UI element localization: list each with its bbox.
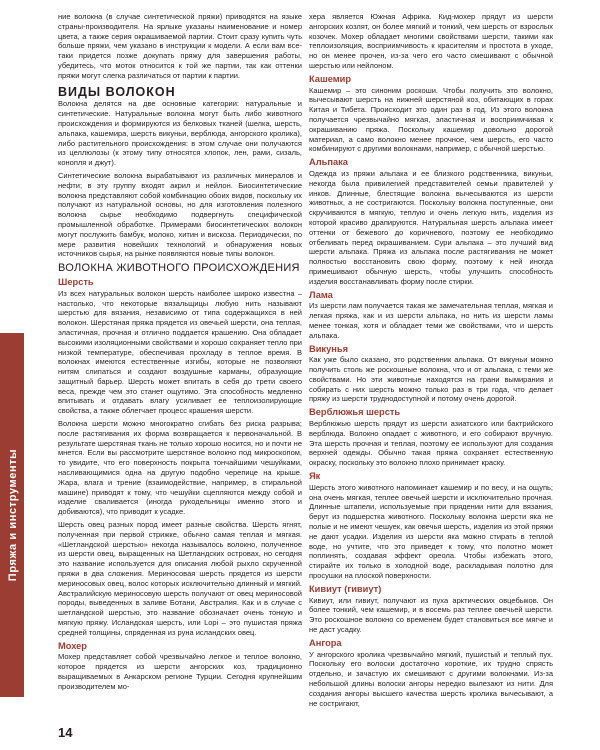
wool-paragraph-3: Шерсть овец разных пород имеет разные свойства. Шерсть ягнят, полученная при первой стрижке, обычно самая теплая и мягкая. «Шетландской шерстью» некогда называлось волокно, полученное из шерсти овец, выращенных на Шетландских островах, но сегодня это название используется для описания любой рыхло скрученной пряжи в два сложения. Мериносовая шерсть прядется из шерсти мериносовых овец, волос которых исключительно длинный и мягкий. Австралийскую мериносовую шерсть получают от овец мериносовой породы, выведенных в заливе Ботани, Австралия. Как и в случае с шетландской шерстью, это название обозначает очень тонкую и мягкую пряжу. Исландская шерсть, или Lopi – это пушистая пряжа средней толщины, спряденная из руна исландских овец. [58,520,302,637]
wool-paragraph-2: Волокна шерсти можно многократно сгибать без риска разрыва; после растягивания их форма возвращается к первоначальной. В результате шерстяная ткань не только хорошо носится, но и почти не мнется. Если вы рассмотрите шерстяное волокно под микроскопом, то увидите, что его поверхность покрыта тончайшими чешуйками, насливающимися одна на другую подобно черепице на крыше. Жара, влага и трение (взаимодействие, например, в стиральной машине) приводят к тому, что чешуйки сцепляются между собой и изделие сваливается (иногда рукодельницы именно этого и добиваются), что приводит к усадке. [58,419,302,517]
animal-fibers-heading: ВОЛОКНА ЖИВОТНОГО ПРОИСХОЖДЕНИЯ [58,262,300,275]
fiber-types-heading: ВИДЫ ВОЛОКОН [58,84,176,99]
mohair-paragraph: Мохер представляет собой чрезвычайно легкое и теплое волокно, которое прядется из шерсти ангорских коз, традиционно выращиваемых в Анкарском регионе Турции. Сегодня крупнейшим производителем мо- [58,652,302,691]
cashmere-paragraph: Кашемир – это синоним роскоши. Чтобы получить это волокно, вычесывают шерсть на нижней шерстяной коз, обитающих в горах Китая и Тибета. Происходит это один раз в год. Из этого волокна получается чрезвычайно мягкая, эластичная и восприимчивая к окрашиванию пряжа. Поскольку кашемир довольно дорогой материал, а само волокно менее прочное, чем шерсть, его часто комбинируют с другими волокнами, например, с обычной шерстью. [309,85,553,154]
page-number: 14 [58,725,73,740]
qiviut-heading: Кивиут (гивиут) [309,583,382,594]
alpaca-heading: Альпака [309,157,348,168]
wool-heading: Шерсть [58,276,94,287]
mohair-heading: Мохер [58,640,87,651]
qiviut-paragraph: Кивиут, или гивиут, получают из пуха арктических овцебыков. Он более тонкий, чем кашемир, и в восемь раз теплее овечьей шерсти. Это роскошное волокно со временем будет становиться все мягче и не даст усадку. [309,595,553,635]
alpaca-paragraph: Одежда из пряжи альпака и ее близкого родственника, викуньи, некогда была привилегией представителей семьи правителей у инков. Длинные, блестящие волокна вычесываются из шерсти животных, а не состригаются. Поскольку волокна поступенные, они скручиваются в мягкую, теплую и очень легкую нить, изделия из которой красиво драпируются. Натуральная шерсть альпака имеет оттенки от бежевого до коричневого, поэтому ее необходимо отбеливать перед окрашиванием. Сури альпака – это лучший вид шерсти альпака. Пряжа из альпака после растягивания не может полностью восстановить свою форму, поэтому к ней иногда примешивают обычную шерсть, чтобы улучшить способность изделия восстанавливать форму после стирки. [309,168,553,286]
camel-heading: Верблюжья шерсть [309,407,401,418]
right-column [309,12,553,711]
synthetic-fibers-paragraph: Синтетические волокна вырабатывают из различных минералов и нефти; в эту группу входят акрил и нейлон. Биосинтетические волокна представляют собой комбинацию обоих видов, поскольку их получают из натуральной основы, но для изготовления полезного волокна сырье необходимо подвергнуть специфической промышленной обработке. Примерами биосинтетических волокон могут послужить бамбук, молоко, хитин и вискоза. Периодически, по мере развития новейших технологий и обнаружения новых источников сырья, на рынке появляются новые типы волокон. [58,170,302,259]
left-column [58,12,302,695]
mohair-continued-paragraph: хера является Южная Африка. Кид-мохер прядут из шерсти ангорских козлят, он более мягкий и тонкий, чем шерсть от взрослых козочек. Мохер обладает многими свойствами шерсти, такими как теплоизоляция, восприимчивость к красителям и простота в уходе, но он менее прочен, из-за чего его часто смешивают с обычной шерстью или нейлоном. [309,12,553,70]
llama-heading: Лама [309,289,333,300]
vicuna-paragraph: Как уже было сказано, это родственник альпака. От викуньи можно получить столь же роскошные волокна, что и от альпака, с теми же свойствами. Но эти животные находятся на грани вымирания и собирать с них шерсть можно только раз в три года, что делает пряжу из шерсти труднодоступной и потому очень дорогой. [309,355,553,404]
intro-paragraph: ние волокна (в случае синтетической пряжи) приводятся на языке страны-производителя. На ярлыке указаны наименование и номер цвета, а также серия окрашиваемой партии. Стоит сразу купить чуть больше пряжи, чем указано в инструкции к модели. А если вам все-таки придется позже докупать пряжу для завершения работы, убедитесь, что моток относится к той же партии, так как оттенки пряжи могут слегка различаться от партии к партии. [58,12,302,80]
side-tab-label: Пряжа и инструменты [7,448,19,582]
wool-paragraph-1: Из всех натуральных волокон шерсть наиболее широко известна – настолько, что некоторые вязальщицы любую нить называют шерстью для вязания, независимо от типа содержащихся в ней волокон. Шерстяная пряжа прядется из овечьей шерсти, она теплая, эластичная, прочная и отлично поддается крашению. Она обладает высокими изоляционными свойствами и хорошо сохраняет тепло при низкой температуре, обеспечивая прохладу в теплое время. В волокнах имеются естественные изгибы, которые не позволяют нитям слипаться и создают воздушные карманы, образующие защитный барьер. Шерсть может впитать в себя до трети своего веса, прежде чем это станет ощутимо. Эта способность медленно впитывать и отдавать влагу усиливает ее теплоизолирующие свойства, а также облегчает процесс крашения шерсти. [58,288,302,416]
yak-heading: Як [309,471,321,482]
angora-paragraph: У ангорского кролика чрезвычайно мягкий, пушистый и теплый пух. Поскольку его волоски достаточно короткие, их трудно спрясть отдельно, и зачастую их смешивают с другими волокнами. Из-за небольшой длины волоски ангоры нередко вылезают из нити. Для создания ангоры высшего качества шерсть кролика вычесывают, а не состригают, [309,649,553,708]
vicuna-heading: Викунья [309,343,349,354]
yak-paragraph: Шерсть этого животного напоминает кашемир и по весу, и на ощупь; она очень мягкая, теплее овечьей шерсти и исключительно прочная. Длинные штапели, используемые при прядении нити для вязания, берут из подшерстка животного. Поскольку волокна шерсти яка не полые и не имеют чешуек, как овечья шерсть, изделия из этой пряжи не дают усадки. Изделия из шерсти яка можно стирать в теплой воде, но учтите, что это приведет к тому, что полотно может поплинять, создавая эффект ореола. Чтобы избежать этого, стирайте их только в холодной воде, раскладывая полотно для просушки на плоской поверхности. [309,482,553,581]
angora-heading: Ангора [309,637,342,648]
fiber-types-paragraph: Волокна делятся на две основные категории: натуральные и синтетические. Натуральные волокна могут быть либо животного происхождения и формируются из белковых тканей (шелка, шерсть, альпака, кашемира, шерсть викуньи, верблюда, ангорского кролика), либо растительного происхождения: в этом случае они получаются из целлюлозы (к этому типу относятся хлопок, лен, рами, сизаль, конопля и джут). [58,99,302,168]
cashmere-heading: Кашемир [309,73,352,84]
llama-paragraph: Из шерсти лам получается такая же замечательная теплая, мягкая и легкая пряжа, как и из шерсти альпака, но нить из шерсти ламы менее тонкая, хотя и обладает теми же свойствами, что и шерсть альпака. [309,301,553,340]
camel-paragraph: Верблюжью шерсть прядут из шерсти азиатского или бактрийского верблюда. Волокно опадает с животного, и его собирают вручную. Эта шерсть прочная и теплая, поэтому ее используют для создания верхней одежды. Обычно такая пряжа сохраняет естественную окраску, поскольку это волокно плохо принимает краску. [309,419,553,468]
